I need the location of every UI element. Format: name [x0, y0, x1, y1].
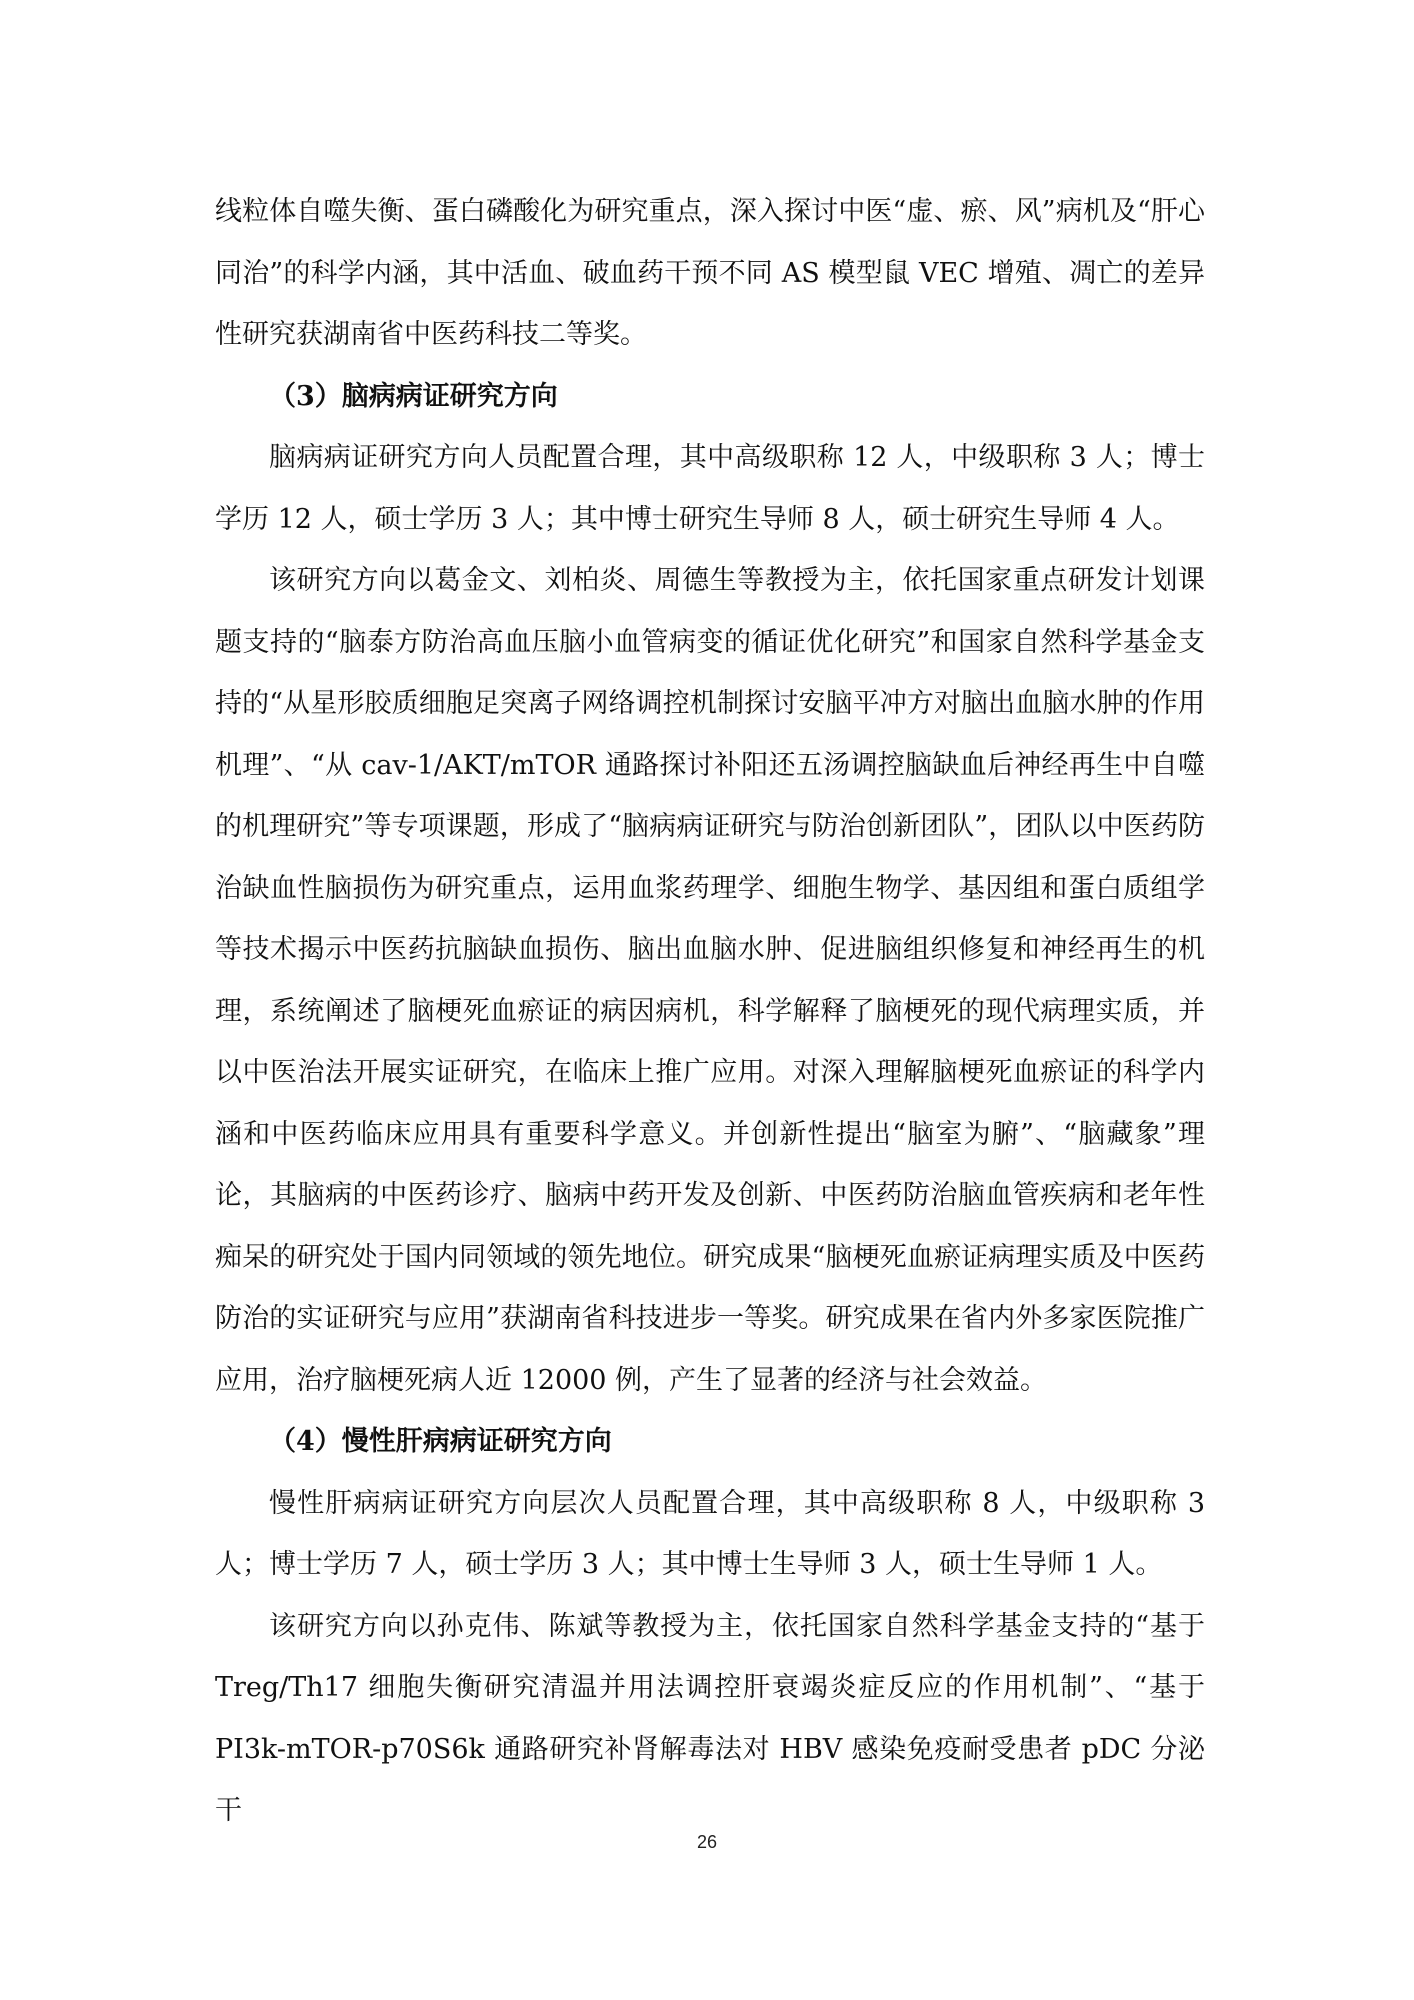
section-heading-3: （3）脑病病证研究方向: [269, 380, 558, 412]
paragraph-staffing-brain: 脑病病证研究方向人员配置合理，其中高级职称 12 人，中级职称 3 人；博士学历 12 人，硕士学历 3 人；其中博士研究生导师 8 人，硕士研究生导师 4 人。: [215, 442, 1205, 535]
paragraph-staffing-liver: 慢性肝病病证研究方向层次人员配置合理，其中高级职称 8 人，中级职称 3 人；博士学历 7 人，硕士学历 3 人；其中博士生导师 3 人，硕士生导师 1 人。: [215, 1487, 1205, 1580]
section-heading-4: （4）慢性肝病病证研究方向: [269, 1426, 612, 1457]
body-text: [215, 181, 1205, 1842]
paragraph-research-liver: 该研究方向以孙克伟、陈斌等教授为主，依托国家自然科学基金支持的“基于 Treg/Th17 细胞失衡研究清温并用法调控肝衰竭炎症反应的作用机制”、“基于 PI3k-mTOR-p70S6k 通路研究补肾解毒法对 HBV 感染免疫耐受患者 pDC 分泌干: [215, 1610, 1205, 1826]
paragraph-research-brain: 该研究方向以葛金文、刘柏炎、周德生等教授为主，依托国家重点研发计划课题支持的“脑泰方防治高血压脑小血管病变的循证优化研究”和国家自然科学基金支持的“从星形胶质细胞足突离子网络调控机制探讨安脑平冲方对脑出血脑水肿的作用机理”、“从 cav-1/AKT/mTOR 通路探讨补阳还五汤调控脑缺血后神经再生中自噬的机理研究”等专项课题，形成了“脑病病证研究与防治创新团队”，团队以中医药防治缺血性脑损伤为研究重点，运用血浆药理学、细胞生物学、基因组和蛋白质组学等技术揭示中医药抗脑缺血损伤、脑出血脑水肿、促进脑组织修复和神经再生的机理，系统阐述了脑梗死血瘀证的病因病机，科学解释了脑梗死的现代病理实质，并以中医治法开展实证研究，在临床上推广应用。对深入理解脑梗死血瘀证的科学内涵和中医药临床应用具有重要科学意义。并创新性提出“脑室为腑”、“脑藏象”理论，其脑病的中医药诊疗、脑病中药开发及创新、中医药防治脑血管疾病和老年性痴呆的研究处于国内同领域的领先地位。研究成果“脑梗死血瘀证病理实质及中医药防治的实证研究与应用”获湖南省科技进步一等奖。研究成果在省内外多家医院推广应用，治疗脑梗死病人近 12000 例，产生了显著的经济与社会效益。: [215, 565, 1205, 1396]
paragraph-continued: 线粒体自噬失衡、蛋白磷酸化为研究重点，深入探讨中医“虚、瘀、风”病机及“肝心同治”的科学内涵，其中活血、破血药干预不同 AS 模型鼠 VEC 增殖、凋亡的差异性研究获湖南省中医药科技二等奖。: [215, 196, 1205, 350]
page-number: 26: [696, 1832, 718, 1852]
